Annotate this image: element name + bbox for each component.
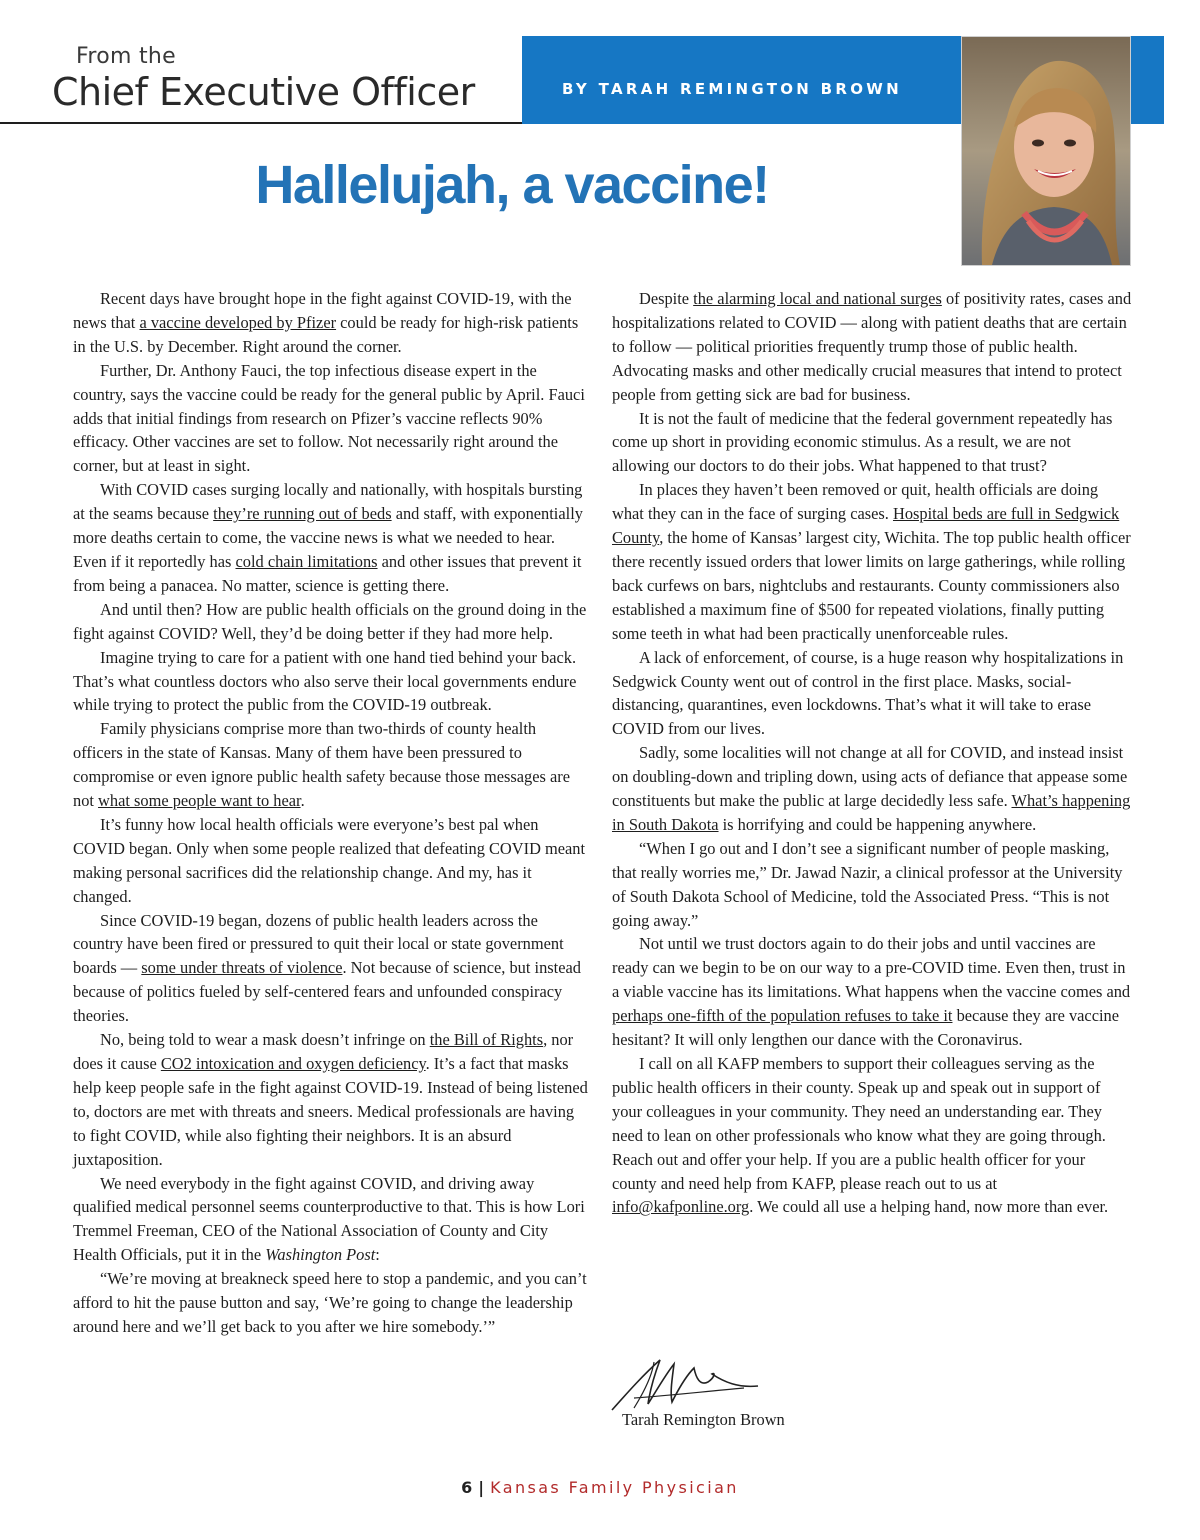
text: Since COVID-19 began, dozens of public health leaders across the country have been fired or pressured to quit their local or state government boards — [73, 910, 564, 978]
paragraph [612, 1052, 1132, 1219]
handwritten-signature [604, 1352, 764, 1416]
link-south-dakota[interactable]: What’s happening in South Dakota [612, 791, 1131, 834]
paragraph [612, 478, 1132, 645]
text: Not until we trust doctors again to do their jobs and until vaccines are ready can we begin to be on our way to a pre-COVID time. Even then, trust in a viable vaccine has its limitations. What happens when the vaccine comes and [612, 934, 1131, 1002]
email-link[interactable]: info@kafponline.org [612, 1197, 750, 1217]
paragraph [73, 1172, 589, 1268]
link-alarming-surges[interactable]: the alarming local and national surges [693, 289, 942, 308]
text: In places they haven’t been removed or quit, health officials are doing what they can in the face of surging cases. [612, 480, 1099, 524]
paragraph: Further, Dr. Anthony Fauci, the top infectious disease expert in the country, says the vaccine could be ready for the general public by April. Fauci adds that initial findings from research on Pfizer’s vaccine reflects 90% efficacy. Other vaccines are set to follow. Not necessarily right around the corner, but at least in sight. [73, 360, 585, 476]
text: Sadly, some localities will not change at all for COVID, and instead insist on doubling-down and tripling down, using acts of defiance that appease some constituents but make the public at large decidedly less safe. [612, 743, 1128, 811]
paragraph [612, 287, 1132, 407]
link-threats-of-violence[interactable]: some under threats of violence [141, 958, 343, 978]
text: is horrifying and could be happening anywhere. [718, 814, 1037, 834]
signer-name: Tarah Remington Brown [622, 1410, 785, 1429]
paragraph [612, 932, 1132, 1052]
text: With COVID cases surging locally and nationally, with hospitals bursting at the seams because [73, 480, 583, 524]
paragraph: And until then? How are public health officials on the ground doing in the fight against COVID? Well, they’d be doing better if they had more help. [73, 599, 587, 643]
text: Recent days have brought hope in the fight against COVID-19, with the news that [73, 289, 572, 332]
paragraph: “When I go out and I don’t see a significant number of people masking, that really worries me,” Dr. Jawad Nazir, a clinical professor at the University of South Dakota School of Medicine, told the Associated Press. “This is not going away.” [612, 838, 1123, 930]
link-sedgwick-beds[interactable]: Hospital beds are full in Sedgwick County [612, 504, 1120, 548]
article-column-left [73, 287, 589, 1339]
footer-separator: | [478, 1478, 485, 1497]
text: and other issues that prevent it from being a panacea. No matter, science is getting there. [73, 551, 582, 595]
text: No, being told to wear a mask doesn’t infringe on [100, 1030, 430, 1050]
text: . It’s a fact that masks help keep people safe in the fight against COVID-19. Instead of being listened to, doctors are met with threats and sneers. Medical professionals are having to fight COVID, while also fighting their neighbors. It is an absurd juxtaposition. [73, 1054, 588, 1169]
header-rule [0, 122, 522, 124]
paragraph [73, 287, 589, 359]
article-column-right [612, 287, 1132, 1219]
paragraph: It’s funny how local health officials were everyone’s best pal when COVID began. Only when some people realized that defeating COVID meant making personal sacrifices did the relationship change. And my, has it changed. [73, 814, 586, 906]
paragraph [73, 1028, 589, 1171]
paragraph: A lack of enforcement, of course, is a huge reason why hospitalizations in Sedgwick County went out of control in the first place. Masks, social-distancing, quarantines, even lockdowns. That’s what it will take to erase COVID from our lives. [612, 647, 1124, 739]
link-bill-of-rights[interactable]: the Bill of Rights [429, 1030, 544, 1050]
text: because they are vaccine hesitant? It will only lengthen our dance with the Coronavirus. [612, 1006, 1120, 1050]
page-footer [0, 1478, 1200, 1497]
link-one-fifth-refuse[interactable]: perhaps one-fifth of the population refuses to take it [612, 1006, 953, 1026]
text: , nor does it cause [73, 1030, 574, 1073]
text: . Not because of science, but instead because of politics fueled by self-centered fears and unfounded conspiracy theories. [73, 958, 581, 1026]
page-number: 6 [461, 1478, 473, 1497]
section-kicker: From the [76, 44, 177, 69]
link-cold-chain[interactable]: cold chain limitations [235, 551, 378, 571]
paragraph: It is not the fault of medicine that the federal government repeatedly has come up short in providing economic stimulus. As a result, we are not allowing our doctors to do their jobs. What happened to that trust? [612, 408, 1113, 476]
paragraph [73, 909, 589, 1029]
byline: BY TARAH REMINGTON BROWN [562, 80, 903, 98]
paragraph [73, 717, 589, 813]
text: Family physicians comprise more than two-thirds of county health officers in the state of Kansas. Many of them have been pressured to compromise or even ignore public health safety because those messages are not [73, 719, 571, 811]
text: : [375, 1245, 380, 1265]
paragraph [73, 478, 589, 598]
text: and staff, with exponentially more deaths certain to come, the vaccine news is what we needed to hear. Even if it reportedly has [73, 504, 583, 571]
headline: Hallelujah, a vaccine! [255, 155, 769, 215]
link-co2-intoxication[interactable]: CO2 intoxication and oxygen deficiency [160, 1054, 426, 1073]
text: of positivity rates, cases and hospitalizations related to COVID — along with patient deaths that are certain to follow — political priorities frequently trump those of public health. Advocating masks and other medically crucial measures that intend to protect people from getting sick are bad for business. [612, 289, 1132, 404]
text: could be ready for high-risk patients in the U.S. by December. Right around the corner. [73, 312, 579, 356]
text: We need everybody in the fight against COVID, and driving away qualified medical personnel seems counterproductive to that. This is how Lori Tremmel Freeman, CEO of the National Association of County and City Health Officials, put it in the [73, 1173, 585, 1265]
publication-title: Washington Post [265, 1245, 376, 1265]
link-pfizer-vaccine[interactable]: a vaccine developed by Pfizer [139, 312, 337, 332]
link-running-out-of-beds[interactable]: they’re running out of beds [213, 504, 392, 524]
paragraph: “We’re moving at breakneck speed here to stop a pandemic, and you can’t afford to hit the pause button and say, ‘We’re going to change the leadership around here and we’ll get back to you after we hire somebody.’” [73, 1269, 587, 1336]
magazine-name: Kansas Family Physician [490, 1478, 739, 1497]
paragraph [612, 741, 1132, 837]
section-title: Chief Executive Officer [52, 70, 475, 114]
paragraph: Imagine trying to care for a patient with one hand tied behind your back. That’s what countless doctors who also serve their local governments endure while trying to protect the public from the COVID-19 outbreak. [73, 647, 577, 715]
text: I call on all KAFP members to support their colleagues serving as the public health officers in their county. Speak up and speak out in support of your colleagues in your community. They need an understanding ear. They need to lean on other professionals who know what they are going through. Reach out and offer your help. If you are a public health officer for your county and need help from KAFP, please reach out to us at [612, 1054, 1106, 1193]
link-what-people-want[interactable]: what some people want to hear [98, 791, 301, 811]
text: Despite [639, 289, 694, 308]
header-left [0, 36, 522, 124]
text: . We could all use a helping hand, now more than ever. [749, 1197, 1109, 1217]
text: . [300, 791, 305, 811]
text: , the home of Kansas’ largest city, Wichita. The top public health officer there recently issued orders that lower limits on large gatherings, while rolling back curfews on bars, nightclubs and restaurants. County commissioners also established a maximum fine of $500 for repeated violations, finally putting some teeth in what had been practically unenforceable rules. [612, 528, 1131, 643]
